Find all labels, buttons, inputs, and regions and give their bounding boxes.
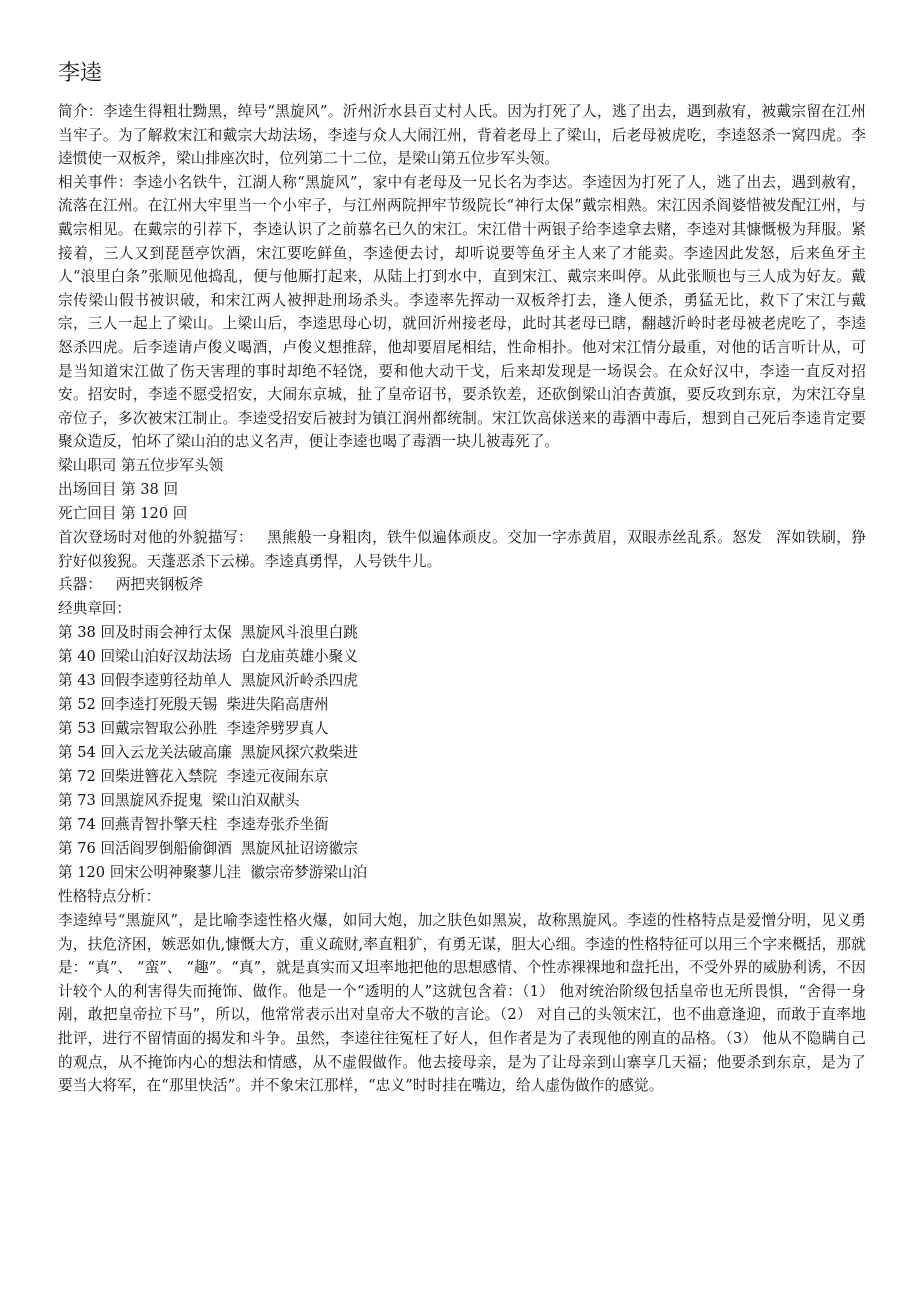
chapter-number: 第 38 回	[58, 624, 116, 642]
list-item	[58, 861, 866, 885]
appearance-text-2: 浑如	[776, 528, 807, 546]
list-item	[58, 717, 866, 741]
list-item	[58, 789, 866, 813]
chapter-number: 第 74 回	[58, 816, 116, 834]
list-item	[58, 669, 866, 693]
events-paragraph: 相关事件：李逵小名铁牛，江湖人称“黑旋风”，家中有老母及一兄长名为李达。李逵因为打死了人，逃了出去，遇到赦宥，流落在江州。在江州大牢里当一个小牢子，与江州两院押牢节级院长“神行太保”戴宗相熟。宋江因杀阎婆惜被发配江州，与戴宗相见。在戴宗的引荐下，李逵认识了之前慕名已久的宋江。宋江借十两银子给李逵拿去赌，李逵对其慷慨极为拜服。紧接着，三人又到琵琶亭饮酒，宋江要吃鲜鱼，李逵便去讨，却听说要等鱼牙主人来了才能卖。李逵因此发怒，后来鱼牙主人“浪里白条”张顺见他捣乱，便与他厮打起来，从陆上打到水中，直到宋江、戴宗来叫停。从此张顺也与三人成为好友。戴宗传梁山假书被识破，和宋江两人被押赴刑场杀头。李逵率先挥动一双板斧打去，逢人便杀，勇猛无比，救下了宋江与戴宗，三人一起上了梁山。上梁山后，李逵思母心切，就回沂州接老母，此时其老母已瞎，翻越沂岭时老母被老虎吃了，李逵怒杀四虎。后李逵请卢俊义喝酒，卢俊义想推辞，他却要眉尾相结，性命相扑。他对宋江情分最重，对他的话言听计从，可是当知道宋江做了伤天害理的事时却绝不轻饶，要和他大动干戈，后来却发现是一场误会。在众好汉中，李逵一直反对招安。招安时，李逵不愿受招安，大闹东京城，扯了皇帝诏书，要杀钦差，还砍倒梁山泊杏黄旗，要反攻到东京，为宋江夺皇帝位子，多次被宋江制止。李逵受招安后被封为镇江润州都统制。宋江饮高俅送来的毒酒中毒后，想到自己死后李逵肯定要聚众造反，怕坏了梁山泊的忠义名声，便让李逵也喝了毒酒一块儿被毒死了。	[58, 173, 866, 451]
traits-paragraph: 李逵绰号“黑旋风”，是比喻李逵性格火爆，如同大炮，加之肤色如黑炭，故称黑旋风。李逵的性格特点是爱憎分明，见义勇为，扶危济困，嫉恶如仇,慷慨大方，重义疏财,率直粗犷，有勇无谋，胆大心细。李逵的性格特征可以用三个字来概括，那就是：“真”、 “蛮”、 “趣”。“真”，就是真实而又坦率地把他的思想感情、个性赤裸裸地和盘托出，不受外界的威胁利诱，不因计较个人的利害得失而掩饰、做作。他是一个“透明的人”这就包含着：（1） 他对统治阶级包括皇帝也无所畏惧，“舍得一身剐，敢把皇帝拉下马”，所以，他常常表示出对皇帝大不敬的言论。（2） 对自己的头领宋江，也不曲意逢迎，而敢于直率地批评，进行不留情面的揭发和斗争。虽然，李逵往往冤枉了好人，但作者是为了表现他的刚直的品格。（3） 他从不隐瞒自己的观点，从不掩饰内心的想法和情感，从不虚假做作。他去接母亲，是为了让母亲到山寨享几天福；他要杀到东京，是为了要当大将军，在“那里快活”。并不象宋江那样，“忠义”时时挂在嘴边，给人虚伪做作的感觉。	[58, 912, 866, 1095]
traits-label: 性格特点分析：	[58, 888, 161, 906]
list-item	[58, 741, 866, 765]
list-item	[58, 837, 866, 861]
chapter-number: 第 53 回	[58, 720, 116, 738]
chapter-title: 假李逵剪径劫单人 黑旋风沂岭杀四虎	[115, 672, 358, 690]
list-item	[58, 645, 866, 669]
chapter-title: 活阎罗倒船偷御酒 黑旋风扯诏谤徽宗	[115, 840, 358, 858]
appear-label: 出场回目	[58, 480, 117, 498]
page-title: 李逵	[58, 61, 103, 86]
appearance-text-1: 黑熊般一身粗肉，铁牛似遍体顽皮。交加一字赤黄眉，双眼赤丝乱系。怒发	[267, 528, 763, 546]
chapter-title: 李逵打死殷天锡 柴进失陷高唐州	[115, 696, 329, 714]
post-value: 第五位步军头领	[121, 456, 224, 474]
list-item	[58, 813, 866, 837]
appear-line	[58, 478, 866, 502]
chapter-title: 柴进簪花入禁院 李逵元夜闹东京	[115, 768, 329, 786]
chapter-number: 第 73 回	[58, 792, 116, 810]
post-label: 梁山职司	[58, 456, 117, 474]
chapter-title: 黑旋风乔捉鬼 梁山泊双献头	[115, 792, 300, 810]
weapon-line	[58, 573, 866, 597]
appearance-text-3: 铁刷，狰狞好似狻猊。天蓬恶杀下云梯。李逵真勇悍，人号铁牛儿。	[58, 528, 866, 570]
death-label: 死亡回目	[58, 504, 117, 522]
post-line	[58, 454, 866, 478]
intro-paragraph: 简介：李逵生得粗壮黝黑，绰号“黑旋风”。沂州沂水县百丈村人氏。因为打死了人，逃了出去，遇到赦宥，被戴宗留在江州当牢子。为了解救宋江和戴宗大劫法场，李逵与众人大闹江州，背着老母上了梁山，后老母被虎吃，李逵怒杀一窝四虎。李逵惯使一双板斧，梁山排座次时，位列第二十二位，是梁山第五位步军头领。	[58, 103, 866, 168]
chapter-number: 第 72 回	[58, 768, 116, 786]
weapon-value: 两把夹钢板斧	[115, 576, 204, 594]
chapters-list	[58, 621, 866, 885]
chapter-number: 第 52 回	[58, 696, 116, 714]
weapon-label: 兵器：	[58, 576, 102, 594]
chapter-number: 第 43 回	[58, 672, 116, 690]
chapter-title: 宋公明神聚蓼儿洼 徽宗帝梦游梁山泊	[124, 864, 368, 882]
document-page	[58, 60, 866, 1098]
list-item	[58, 621, 866, 645]
death-line	[58, 502, 866, 526]
chapter-title: 戴宗智取公孙胜 李逵斧劈罗真人	[115, 720, 329, 738]
appearance-label: 首次登场时对他的外貌描写：	[58, 528, 254, 546]
chapter-title: 入云龙关法破高廉 黑旋风探穴救柴进	[115, 744, 358, 762]
list-item	[58, 693, 866, 717]
chapters-label: 经典章回：	[58, 600, 131, 618]
appearance-paragraph	[58, 526, 866, 573]
chapter-number: 第 76 回	[58, 840, 116, 858]
chapter-number: 第 40 回	[58, 648, 116, 666]
chapter-number: 第 120 回	[58, 864, 125, 882]
chapter-title: 燕青智扑擎天柱 李逵寿张乔坐衙	[115, 816, 329, 834]
chapter-title: 梁山泊好汉劫法场 白龙庙英雄小聚义	[115, 648, 358, 666]
list-item	[58, 765, 866, 789]
death-value: 第 120 回	[121, 504, 188, 522]
appear-value: 第 38 回	[121, 480, 179, 498]
chapter-title: 及时雨会神行太保 黑旋风斗浪里白跳	[115, 624, 358, 642]
chapter-number: 第 54 回	[58, 744, 116, 762]
